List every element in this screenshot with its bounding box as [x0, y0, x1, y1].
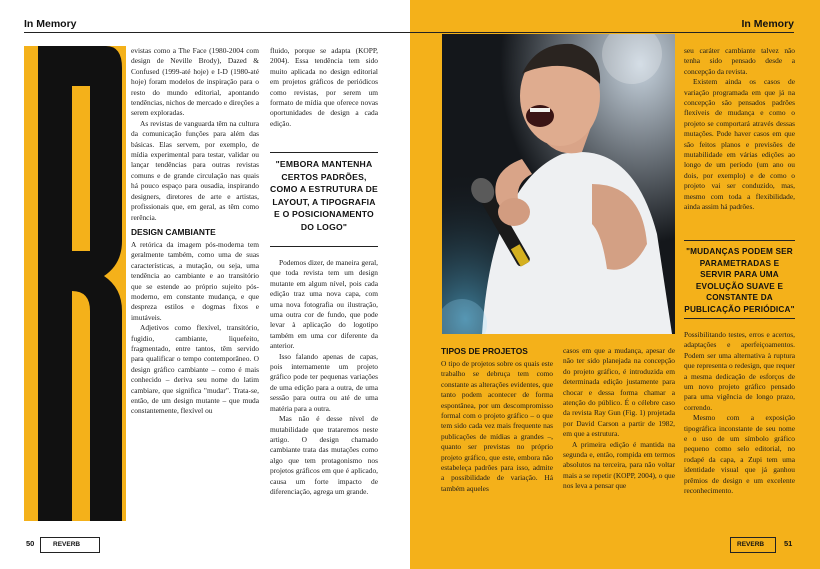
singer-photo — [442, 34, 675, 334]
section-heading: TIPOS DE PROJETOS — [441, 346, 528, 356]
singer-photo-illustration — [442, 34, 675, 334]
section-title: In Memory — [24, 18, 77, 30]
left-column-2-lower — [270, 258, 378, 497]
header-rule — [24, 32, 410, 33]
paragraph: fluido, porque se adapta (KOPP, 2004). Essa tendência tem sido muito aplicada no design editorial em projetos gráficos de periódicos como revistas, por serem um formato de mídia que oferece novas oportunidades de design a cada edição. — [270, 46, 378, 128]
footer-label: REVERB — [737, 541, 765, 548]
right-column-2 — [563, 346, 675, 492]
paragraph: O tipo de projetos sobre os quais este trabalho se debruça tem como constante as alterações evidentes, que tanto podem acontecer de forma espontânea, por um descompromisso formal com o projeto gráfico – o que tem sido cada vez mais frequente nas publicações de mídias a grandes –, quanto ser previstas no próprio projeto gráfico, que este, embora não estabeleça padrões para isso, admite a possibilidade de variação. Há também aqueles — [441, 359, 553, 493]
dropcap-block — [24, 46, 126, 521]
footer-label: REVERB — [53, 541, 81, 548]
pull-quote: "MUDANÇAS PODEM SER PARAMETRADAS E SERVIR PARA UMA EVOLUÇÃO SUAVE E CONSTANTE DA PUBLICAÇÃO PERIÓDICA" — [684, 247, 795, 314]
pull-quote: "EMBORA MANTENHA CERTOS PADRÕES, COMO A ESTRUTURA DE LAYOUT, A TIPOGRAFIA E O POSICIONAMENTO DO LOGO" — [270, 159, 378, 232]
paragraph: Possibilitando testes, erros e acertos, adaptações e aperfeiçoamentos. Podem ser uma alternativa à ruptura que representa o redesign, que requer a mesma dedicação de esforços de um novo projeto gráfico pensado para uma vigência de longo prazo, correndo. — [684, 330, 795, 412]
paragraph: Existem ainda os casos de variação programada em que já na concepção são pensados padrões flexíveis de mudança e como o projeto se comportará através dessas mutações. Pode haver casos em que são feitos planos e previsões de mutabilidade em várias edições ao longo de um período (um ano ou dois, por exemplo) e de como o projeto vai ser conduzido, mas, mesmo com toda a flexibilidade, ainda assim há padrões. — [684, 77, 795, 212]
section-heading: DESIGN CAMBIANTE — [131, 226, 216, 237]
header-rule — [410, 32, 794, 33]
page-number: 51 — [784, 539, 793, 548]
left-column-2 — [270, 46, 378, 129]
paragraph: A primeira edição é mantida na segunda e, então, rompida em termos absolutos na terceira, para não voltar mais a se repetir (KOPP, 2004), o que nos leva a pensar que — [563, 439, 675, 491]
paragraph: Adjetivos como flexível, transitório, fugidio, cambiante, liquefeito, fragmentado, entre tantos, têm servido para qualificar o tempo contemporâneo. O design gráfico cambiante – como é mais conhecido – deriva seu nome do latim cambiare, que significa "mudar". Trata-se, então, de um design mutante – que muda constantemente, flexível ou — [131, 323, 259, 416]
dropcap-letter — [24, 46, 25, 47]
footer-label-box — [730, 537, 776, 553]
paragraph: evistas como a The Face (1980-2004 com design de Neville Brody), Dazed & Confused (1999-até hoje) e I-D (1980-até hoje) foram modelos de inspiração para o resto do mundo editorial, apontando tendências, nichos de mercado e direções a serem exploradas. — [131, 46, 259, 118]
paragraph: As revistas de vanguarda têm na cultura da comunicação funções para além das básicas. Elas servem, por exemplo, de mídia experimental para testar, validar ou lançar tendências para outras revistas comuns e de grande circulação nas quais há pouco espaço para ousadia, inspirando designers, diretores de arte e artistas, profissionais que, em geral, as têm como rerência. — [131, 118, 259, 222]
paragraph: Isso falando apenas de capas, pois internamente um projeto gráfico pode ter pequenas variações de uma edição para a outra, de uma sessão para outra ou até de uma matéria para a outra. — [270, 351, 378, 413]
paragraph: casos em que a mudança, apesar de não ter sido planejada na concepção do projeto gráfico, é introduzida em determinada edição justamente para chocar e dessa forma chamar a atenção do público. É o célebre caso da revista Ray Gun (Fig. 1) projetada por David Carson a partir de 1982, em que a estrutura. — [563, 346, 675, 439]
footer-label-box — [40, 537, 100, 553]
section-title: In Memory — [741, 18, 794, 30]
quote-rule-bottom — [270, 246, 378, 247]
quote-rule-bottom — [684, 318, 795, 319]
quote-rule-top — [684, 240, 795, 241]
quote-rule-top — [270, 152, 378, 153]
right-column-1 — [441, 346, 553, 494]
dropcap-letter-graphic — [24, 46, 126, 521]
paragraph: Mas não é desse nível de mutabilidade que trataremos neste artigo. O design chamado cambiante trata das mutações como algo que tem protagonismo nos projetos gráficos em que é aplicado, causa um forte impacto de diferenciação, agrega um grande. — [270, 414, 378, 496]
paragraph: Mesmo com a exposição tipográfica inconstante de seu nome e o uso de um símbolo gráfico pequeno como selo editorial, no rodapé da capa, a Zupi tem uma identidade visual que já ganhou prêmios de design e um excelente reconhecimento. — [684, 413, 795, 496]
right-column-3 — [684, 46, 795, 213]
right-column-3-lower — [684, 330, 795, 497]
paragraph: A retórica da imagem pós-moderna tem geralmente também, como uma de suas características, a mutação, ou seja, uma tendência ao cambiante e ao transitório que se estende ao próprio sujeito pós-moderno, em constante mudança, e que despreza estilos e dogmas fixos e imutáveis. — [131, 239, 259, 322]
paragraph: Podemos dizer, de maneira geral, que toda revista tem um design mutante em algum nível, pois cada edição traz uma nova capa, com uma nova fotografia ou ilustração, uma outra cor de fundo, que pode levar à aplicação do logotipo também em uma cor diferente da anterior. — [270, 258, 378, 351]
left-column-1 — [131, 46, 259, 417]
paragraph: seu caráter cambiante talvez não tenha sido pensado desde a concepção da revista. — [684, 46, 795, 76]
page-number: 50 — [26, 539, 35, 548]
